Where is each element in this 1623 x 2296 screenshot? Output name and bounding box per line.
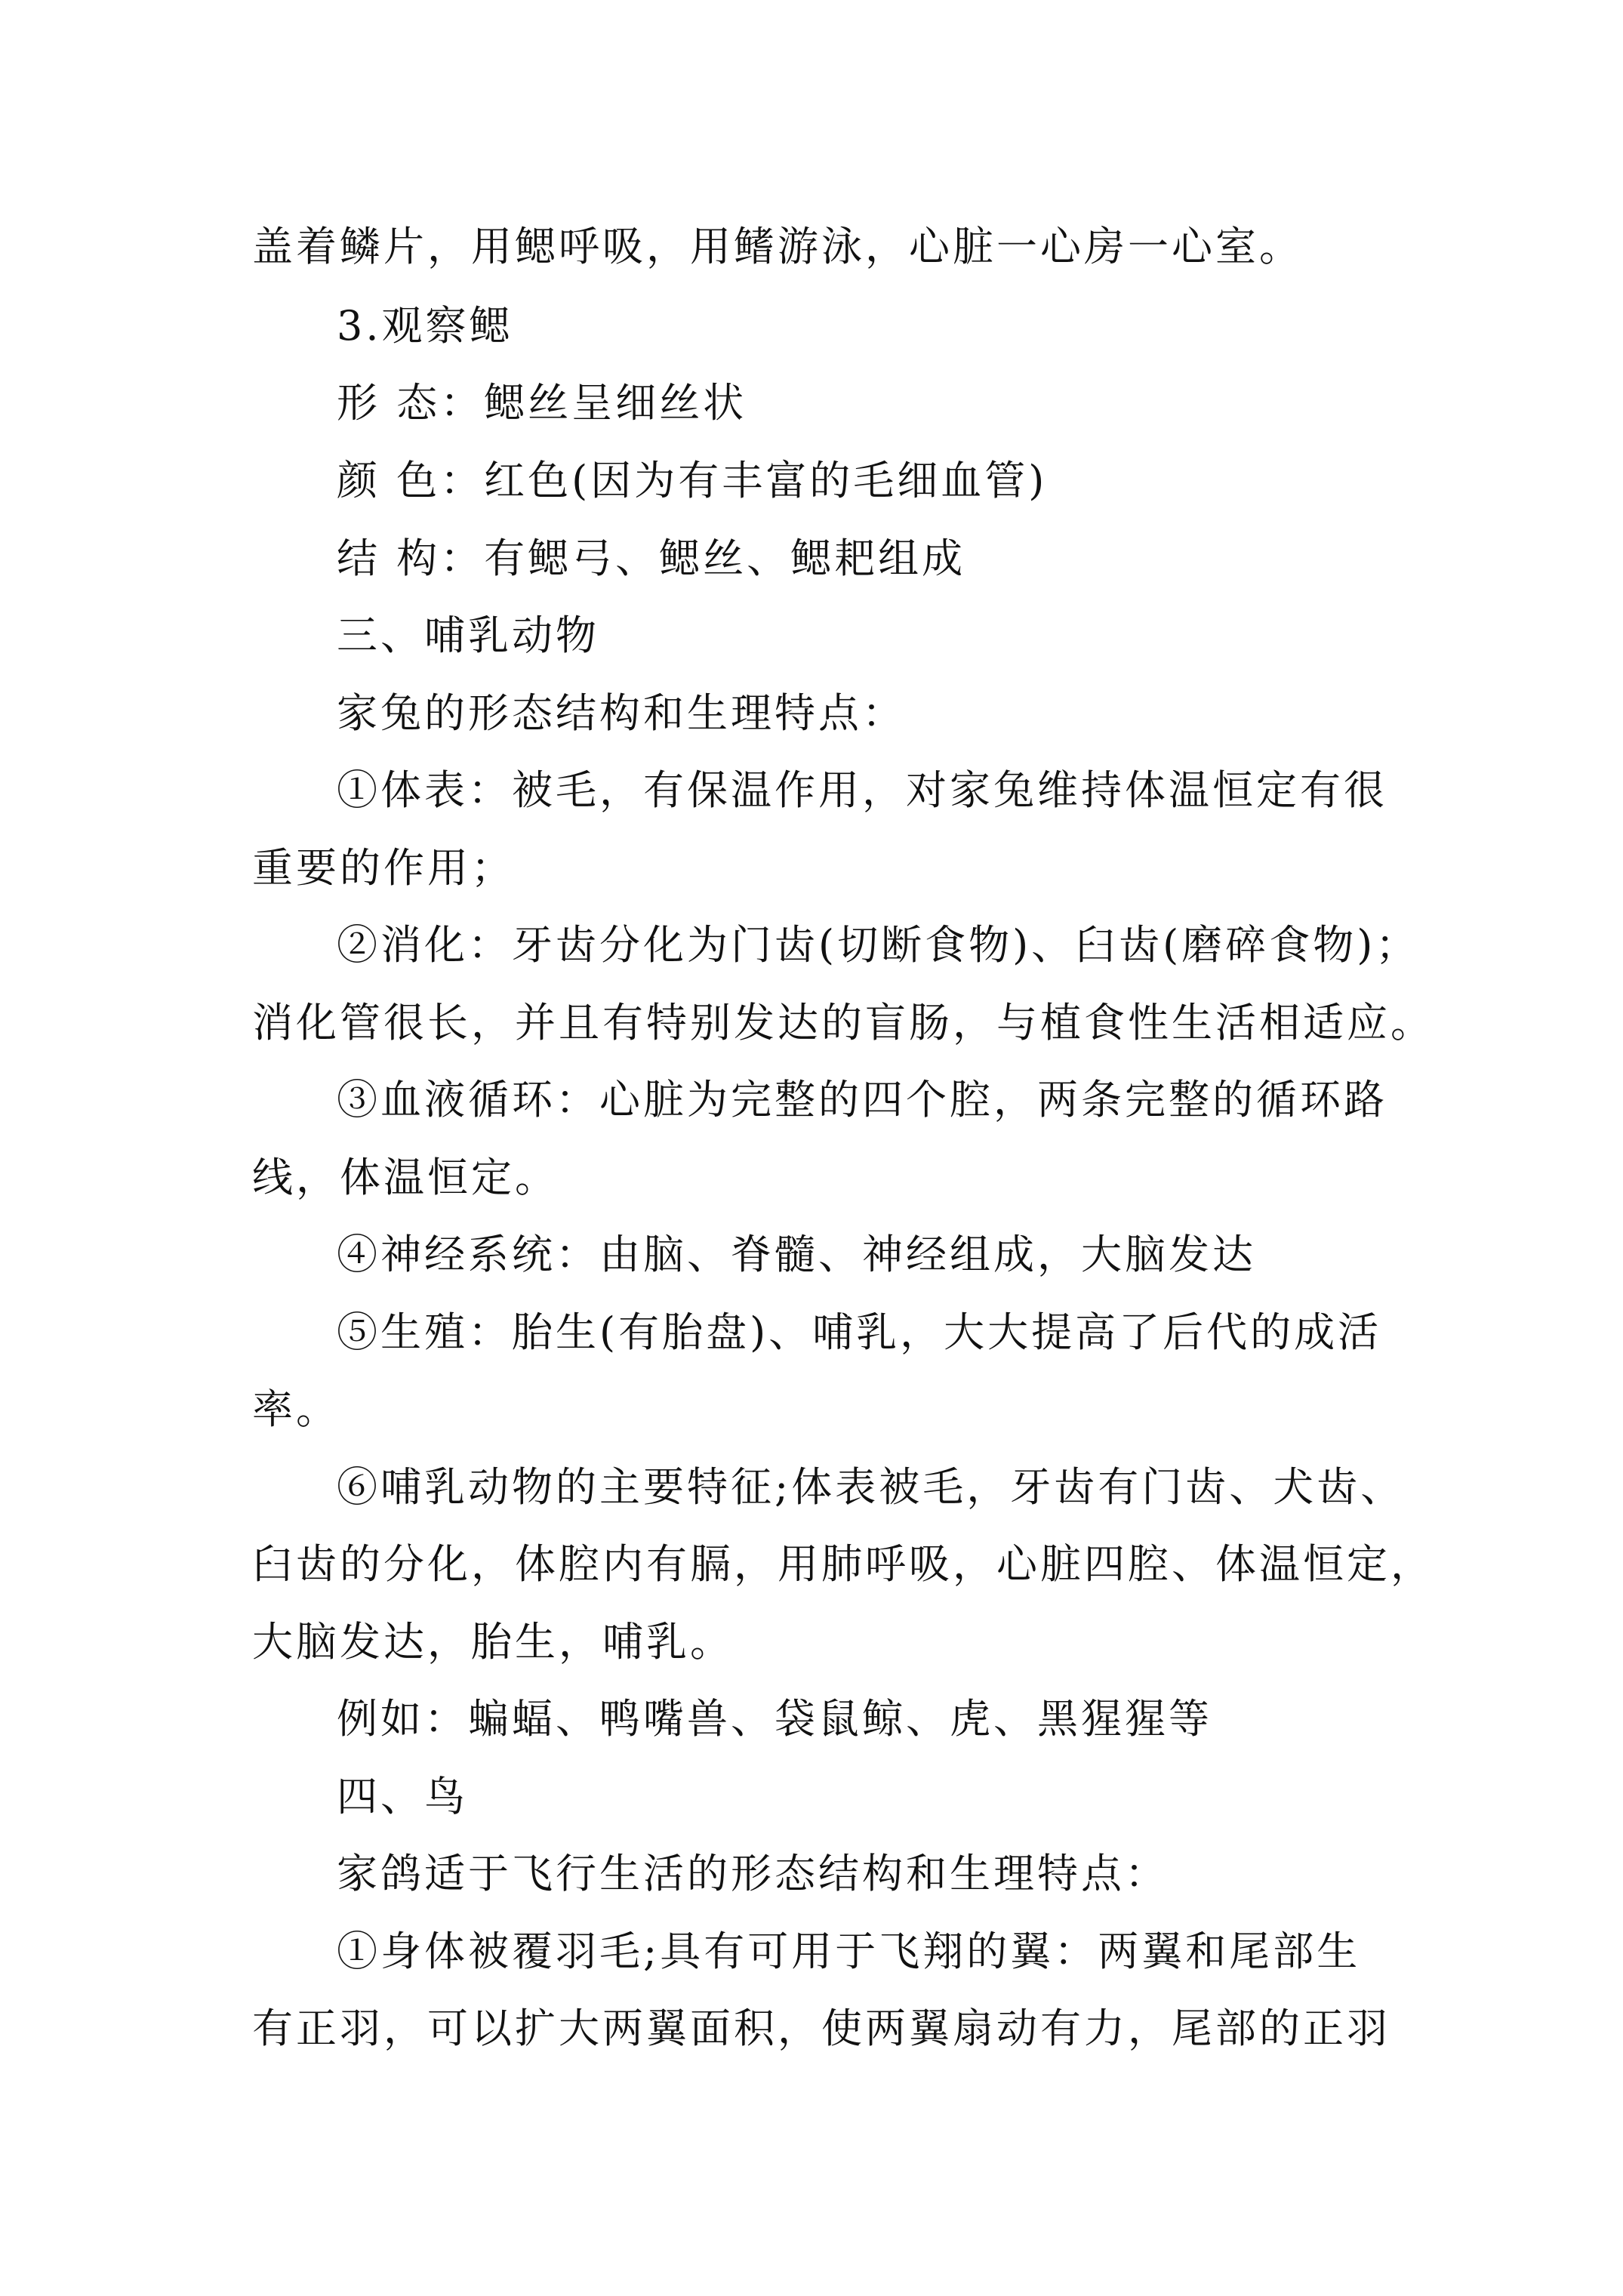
text-line: ④神经系统：由脑、脊髓、神经组成，大脑发达: [337, 1231, 1256, 1278]
text-line: 臼齿的分化，体腔内有膈，用肺呼吸，心脏四腔、体温恒定，: [252, 1540, 1434, 1588]
section-heading: 三、哺乳动物: [337, 612, 599, 659]
text-line: 有正羽，可以扩大两翼面积，使两翼扇动有力，尾部的正羽: [252, 2005, 1390, 2052]
text-line: 盖着鳞片，用鳃呼吸，用鳍游泳，心脏一心房一心室。: [252, 223, 1303, 270]
text-line: 率。: [252, 1385, 340, 1433]
text-line: 例如：蝙蝠、鸭嘴兽、袋鼠鲸、虎、黑猩猩等: [337, 1695, 1212, 1743]
text-line: 大脑发达，胎生，哺乳。: [252, 1618, 734, 1666]
text-line: ①身体被覆羽毛;具有可用于飞翔的翼：两翼和尾部生: [337, 1928, 1361, 1975]
section-heading: 3.观察鳃: [337, 302, 513, 350]
text-line: ①体表：被毛，有保温作用，对家兔维持体温恒定有很: [337, 766, 1387, 814]
text-line: 颜 色：红色(因为有丰富的毛细血管): [337, 457, 1048, 504]
text-line: 线，体温恒定。: [252, 1154, 559, 1201]
text-line: 消化管很长，并且有特别发达的盲肠，与植食性生活相适应。: [252, 999, 1434, 1046]
section-heading: 四、鸟: [337, 1773, 468, 1820]
text-line: 形 态：鳃丝呈细丝状: [337, 379, 747, 427]
text-line: ②消化：牙齿分化为门齿(切断食物)、臼齿(磨碎食物)；: [337, 921, 1420, 969]
text-line: ⑤生殖：胎生(有胎盘)、哺乳，大大提高了后代的成活: [337, 1308, 1382, 1356]
text-line: 家鸽适于飞行生活的形态结构和生理特点：: [337, 1850, 1169, 1897]
text-line: 重要的作用；: [252, 844, 515, 892]
text-line: 结 构：有鳃弓、鳃丝、鳃耙组成: [337, 535, 966, 582]
text-line: ⑥哺乳动物的主要特征;体表被毛，牙齿有门齿、犬齿、: [337, 1463, 1405, 1511]
text-line: ③血液循环：心脏为完整的四个腔，两条完整的循环路: [337, 1076, 1387, 1123]
text-line: 家兔的形态结构和生理特点：: [337, 689, 906, 737]
